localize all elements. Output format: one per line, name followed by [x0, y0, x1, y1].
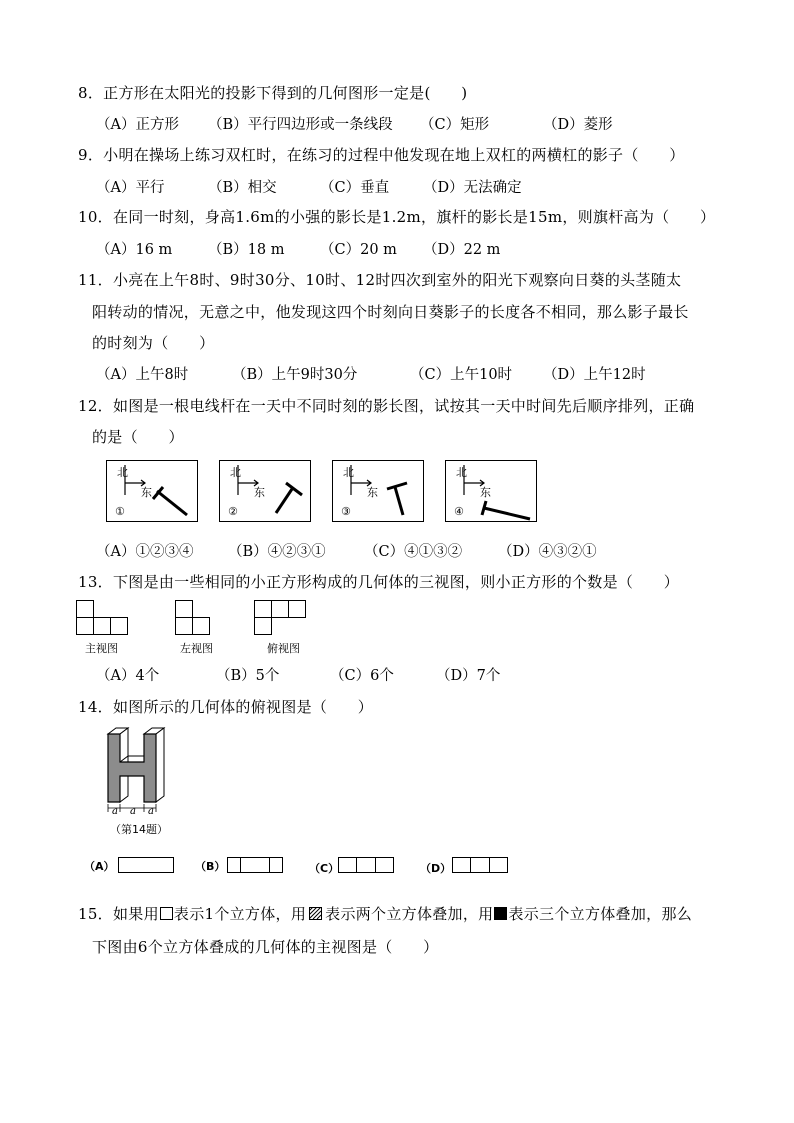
- q10-option-a: （A）16 m: [96, 242, 173, 258]
- q12-stem-line2: 的是（ ）: [92, 428, 184, 446]
- q11-option-c: （C）上午10时: [410, 367, 513, 383]
- q11-option-a: （A）上午8时: [96, 367, 189, 383]
- q8-option-b: （B）平行四边形或一条线段: [208, 117, 393, 133]
- shadow-figure-2: [219, 460, 311, 522]
- q12-option-c: （C）④①③②: [364, 544, 463, 560]
- dim-a-2: a: [130, 806, 136, 817]
- shadow-figure-3: [332, 460, 424, 522]
- q11-stem-line1: 11．小亮在上午8时、9时30分、10时、12时四次到室外的阳光下观察向日葵的头茎随太: [78, 271, 682, 289]
- q9-option-c: （C）垂直: [320, 180, 390, 196]
- q15-text-b: 表示1个立方体，用: [173, 905, 307, 923]
- q11-option-b: （B）上午9时30分: [232, 367, 358, 383]
- east-label: 东: [480, 486, 491, 499]
- q13-option-a: （A）4个: [96, 668, 160, 684]
- q14-option-d-label: （D）: [420, 862, 452, 875]
- q14-option-a-label: （A）: [84, 860, 115, 873]
- q12-stem-line1: 12．如图是一根电线杆在一天中不同时刻的影长图，试按其一天中时间先后顺序排列，正确: [78, 397, 695, 415]
- north-label: 北: [230, 466, 241, 479]
- q14-option-b-label: （B）: [195, 860, 226, 873]
- q10-option-b: （B）18 m: [208, 242, 285, 258]
- north-label: 北: [117, 466, 128, 479]
- q12-option-b: （B）④②③①: [228, 544, 326, 560]
- q10-stem: 10．在同一时刻，身高1.6m的小强的影长是1.2m，旗杆的影长是15m，则旗杆高为（ ）: [78, 208, 716, 226]
- q8-option-d: （D）菱形: [543, 117, 613, 133]
- figure-number: ②: [228, 505, 238, 518]
- q13-option-c: （C）6个: [330, 668, 394, 684]
- east-label: 东: [141, 486, 152, 499]
- q14-option-c-label: （C）: [309, 862, 340, 875]
- top-view-label: 俯视图: [267, 642, 300, 655]
- north-label: 北: [343, 466, 354, 479]
- q14-caption: （第14题）: [110, 823, 168, 836]
- triple-cube-icon: [494, 907, 507, 920]
- q8-option-c: （C）矩形: [420, 117, 490, 133]
- q13-stem: 13．下图是由一些相同的小正方形构成的几何体的三视图，则小正方形的个数是（ ）: [78, 573, 680, 591]
- q9-option-b: （B）相交: [208, 180, 277, 196]
- q14-option-b-figure: [227, 857, 283, 873]
- q8-option-a: （A）正方形: [96, 117, 179, 133]
- east-label: 东: [254, 486, 265, 499]
- q9-option-d: （D）无法确定: [423, 180, 522, 196]
- figure-number: ④: [454, 505, 464, 518]
- front-view-label: 主视图: [85, 642, 118, 655]
- q14-stem: 14．如图所示的几何体的俯视图是（ ）: [78, 698, 374, 716]
- figure-number: ③: [341, 505, 351, 518]
- q11-stem-line3: 的时刻为（ ）: [92, 334, 215, 352]
- single-cube-icon: [160, 907, 173, 920]
- q15-text-d: 表示三个立方体叠加，那么: [508, 905, 693, 923]
- east-label: 东: [367, 486, 378, 499]
- q11-stem-line2: 阳转动的情况，无意之中，他发现这四个时刻向日葵影子的长度各不相同，那么影子最长: [92, 303, 689, 321]
- q14-option-a-figure: [118, 857, 174, 873]
- q8-stem: 8．正方形在太阳光的投影下得到的几何图形一定是( ): [78, 84, 468, 102]
- top-view-grid: [254, 600, 306, 636]
- figure-number: ①: [115, 505, 125, 518]
- left-view-label: 左视图: [180, 642, 213, 655]
- q15-text-a: 15．如果用: [78, 905, 159, 923]
- shadow-figure-1: [106, 460, 198, 522]
- shadow-figure-4: [445, 460, 537, 522]
- q15-stem-line1: [78, 903, 692, 924]
- double-cube-icon: [309, 907, 322, 920]
- q14-option-d-figure: [452, 857, 508, 873]
- q9-option-a: （A）平行: [96, 180, 165, 196]
- q15-stem-line2: 下图由6个立方体叠成的几何体的主视图是（ ）: [92, 938, 439, 956]
- q14-option-c-figure: [338, 857, 394, 873]
- q11-option-d: （D）上午12时: [543, 367, 646, 383]
- north-label: 北: [456, 466, 467, 479]
- q12-option-a: （A）①②③④: [96, 544, 194, 560]
- left-view-grid: [175, 600, 211, 636]
- q9-stem: 9．小明在操场上练习双杠时，在练习的过程中他发现在地上双杠的两横杠的影子（ ）: [78, 146, 685, 164]
- q15-text-c: 表示两个立方体叠加，用: [325, 905, 494, 923]
- q10-option-c: （C）20 m: [320, 242, 397, 258]
- dim-a-1: a: [112, 806, 118, 817]
- q13-option-d: （D）7个: [436, 668, 501, 684]
- q10-option-d: （D）22 m: [423, 242, 501, 258]
- dim-a-3: a: [148, 806, 154, 817]
- q13-option-b: （B）5个: [216, 668, 280, 684]
- front-view-grid: [76, 600, 128, 636]
- q12-option-d: （D）④③②①: [498, 544, 597, 560]
